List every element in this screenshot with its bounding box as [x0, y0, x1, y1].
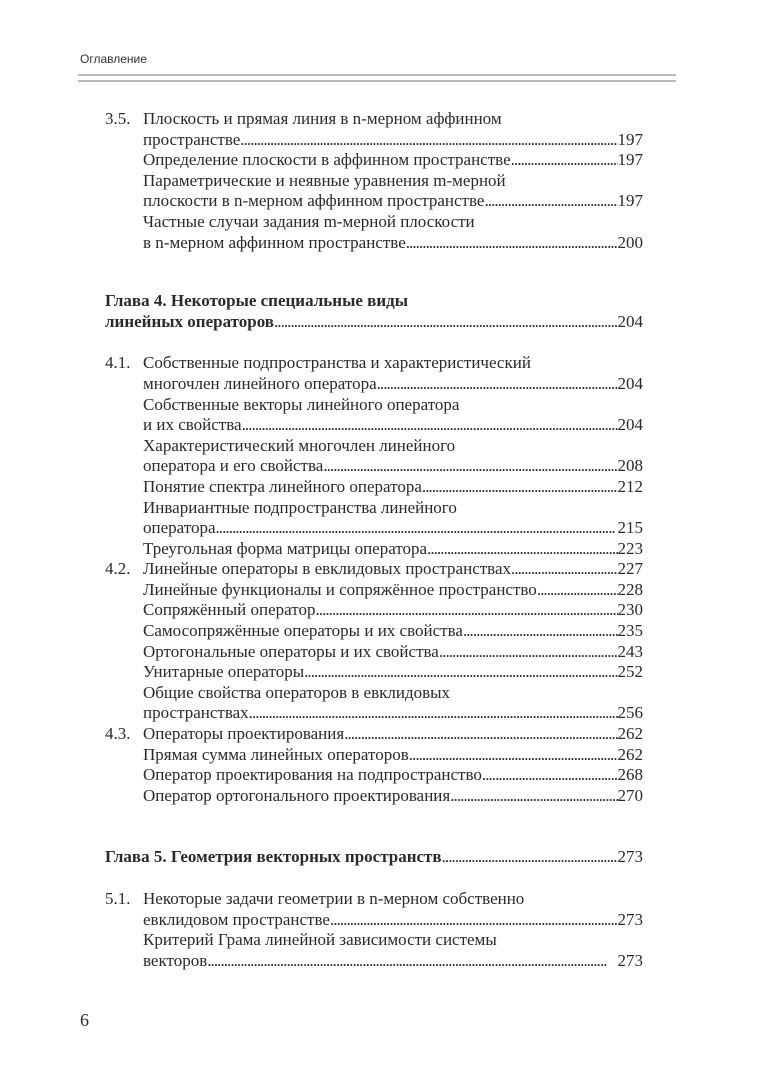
entry-title-line: оператора и его свойства: [143, 456, 324, 476]
section-number: 4.1.: [105, 353, 131, 373]
toc-entry[interactable]: [105, 621, 643, 642]
toc-entry[interactable]: [105, 847, 643, 868]
page-number: 6: [80, 1010, 89, 1030]
toc-entry[interactable]: [105, 353, 643, 394]
entry-title-line: Ортогональные операторы и их свойства: [143, 641, 439, 661]
entry-title-line: пространствах: [143, 703, 249, 723]
page-ref: 228: [617, 579, 643, 599]
page-ref: 215: [617, 518, 643, 538]
chapter-heading: [105, 847, 643, 868]
toc-entry[interactable]: [105, 150, 643, 171]
entry-title-line: Определение плоскости в аффинном пространстве: [143, 150, 511, 170]
entry-title-line: оператора: [143, 518, 216, 538]
toc-entry[interactable]: [105, 930, 643, 971]
entry-title-line: Общие свойства операторов в евклидовых: [143, 682, 451, 702]
section-number: 3.5.: [105, 109, 131, 128]
page-ref: 273: [617, 847, 643, 867]
entry-title-line: Параметрические и неявные уравнения m-мерной: [143, 170, 506, 190]
page-ref: 256: [617, 703, 643, 723]
dot-leader: [511, 559, 617, 580]
dot-leader: [216, 518, 618, 539]
section-number: 4.2.: [105, 559, 131, 579]
page-ref: 262: [617, 744, 643, 764]
entry-title-line: Глава 4. Некоторые специальные виды: [105, 291, 408, 311]
dot-leader: [442, 847, 618, 868]
dot-leader: [409, 745, 618, 766]
entry-title-line: Линейные операторы в евклидовых пространствах: [143, 559, 512, 579]
dot-leader: [450, 786, 617, 807]
entry-title-line: Понятие спектра линейного оператора: [143, 476, 422, 496]
toc-entry[interactable]: [105, 171, 643, 212]
page-ref: 268: [617, 765, 643, 785]
page-ref: 235: [617, 621, 643, 641]
entry-title-line: Глава 5. Геометрия векторных пространств: [105, 847, 442, 867]
dot-leader: [463, 621, 618, 642]
toc-entry[interactable]: [105, 498, 643, 539]
section-group: [105, 109, 643, 253]
page-ref: 204: [617, 373, 643, 393]
entry-title-line: плоскости в n-мерном аффинном пространстве: [143, 191, 485, 211]
toc-entry[interactable]: [105, 745, 643, 766]
toc-entry[interactable]: [105, 539, 643, 560]
entry-title-line: Частные случаи задания m-мерной плоскости: [143, 211, 475, 231]
dot-leader: [315, 600, 617, 621]
dot-leader: [422, 477, 618, 498]
entry-title-line: Плоскость и прямая линия в n-мерном аффинном: [143, 109, 502, 128]
toc-entry[interactable]: [105, 559, 643, 580]
entry-title-line: Сопряжённый оператор: [143, 600, 316, 620]
page-ref: 208: [617, 456, 643, 476]
entry-title-line: Критерий Грама линейной зависимости системы: [143, 930, 497, 950]
dot-leader: [482, 765, 618, 786]
header-rule: [78, 80, 676, 82]
page-ref: 230: [617, 600, 643, 620]
page-ref: 197: [617, 129, 643, 149]
page-ref: 212: [617, 476, 643, 496]
toc-entry[interactable]: [105, 212, 643, 253]
page-ref: 197: [617, 191, 643, 211]
page-ref: 197: [617, 150, 643, 170]
entry-title-line: Инвариантные подпространства линейного: [143, 497, 457, 517]
toc-entry[interactable]: [105, 662, 643, 683]
entry-title-line: Треугольная форма матрицы оператора: [143, 538, 428, 558]
dot-leader: [274, 312, 618, 333]
page-ref: 273: [617, 950, 643, 970]
dot-leader: [207, 951, 617, 972]
dot-leader: [439, 642, 618, 663]
toc-entry[interactable]: [105, 600, 643, 621]
entry-title-line: Линейные функционалы и сопряжённое пространство: [143, 579, 537, 599]
dot-leader: [427, 539, 617, 560]
page-ref: 204: [617, 311, 643, 331]
dot-leader: [344, 724, 617, 745]
dot-leader: [511, 150, 618, 171]
entry-title-line: Собственные векторы линейного оператора: [143, 394, 460, 414]
section-number: 5.1.: [105, 889, 131, 908]
toc-entry[interactable]: [105, 436, 643, 477]
page-ref: 273: [617, 909, 643, 929]
page-ref: 243: [617, 641, 643, 661]
toc-entry[interactable]: [105, 765, 643, 786]
page-ref: 227: [617, 559, 643, 579]
dot-leader: [240, 130, 617, 151]
toc-entry[interactable]: [105, 109, 643, 150]
entry-title-line: Собственные подпространства и характеристический: [143, 353, 531, 373]
toc-entry[interactable]: [105, 291, 643, 332]
toc-entry[interactable]: [105, 642, 643, 663]
dot-leader: [304, 662, 617, 683]
entry-title-line: Прямая сумма линейных операторов: [143, 744, 409, 764]
page-ref: 204: [617, 415, 643, 435]
dot-leader: [406, 233, 618, 254]
entry-title-line: векторов: [143, 950, 208, 970]
dot-leader: [484, 191, 617, 212]
running-head-title: Оглавление: [80, 52, 147, 66]
page-ref: 270: [617, 785, 643, 805]
dot-leader: [537, 580, 618, 601]
toc-entry[interactable]: [105, 477, 643, 498]
entry-title-line: Самосопряжённые операторы и их свойства: [143, 621, 463, 641]
dot-leader: [330, 910, 618, 931]
entry-title-line: евклидовом пространстве: [143, 909, 330, 929]
entry-title-line: Унитарные операторы: [143, 662, 305, 682]
toc-entry[interactable]: [105, 786, 643, 807]
dot-leader: [242, 415, 618, 436]
page-ref: 223: [617, 538, 643, 558]
toc-entry[interactable]: [105, 395, 643, 436]
entry-title-line: Характеристический многочлен линейного: [143, 435, 456, 455]
toc-entry[interactable]: [105, 580, 643, 601]
entry-title-line: линейных операторов: [105, 311, 274, 331]
table-of-contents: [105, 109, 643, 971]
page-ref: 252: [617, 662, 643, 682]
entry-title-line: пространстве: [143, 129, 241, 149]
toc-entry[interactable]: [105, 683, 643, 724]
chapter-heading: [105, 291, 643, 332]
page-ref: 262: [617, 724, 643, 744]
toc-entry[interactable]: [105, 724, 643, 745]
dot-leader: [249, 703, 618, 724]
dot-leader: [323, 456, 617, 477]
section-group: [105, 353, 643, 806]
section-number: 4.3.: [105, 724, 131, 744]
entry-title-line: Оператор ортогонального проектирования: [143, 785, 451, 805]
toc-entry[interactable]: [105, 889, 643, 930]
entry-title-line: и их свойства: [143, 415, 242, 435]
entry-title-line: многочлен линейного оператора: [143, 373, 377, 393]
entry-title-line: Некоторые задачи геометрии в n-мерном собственно: [143, 889, 525, 908]
header-rule: [78, 74, 676, 76]
entry-title-line: в n-мерном аффинном пространстве: [143, 232, 406, 252]
page-ref: 200: [617, 232, 643, 252]
dot-leader: [377, 374, 618, 395]
entry-title-line: Операторы проектирования: [143, 724, 345, 744]
entry-title-line: Оператор проектирования на подпространство: [143, 765, 482, 785]
section-group: [105, 889, 643, 971]
